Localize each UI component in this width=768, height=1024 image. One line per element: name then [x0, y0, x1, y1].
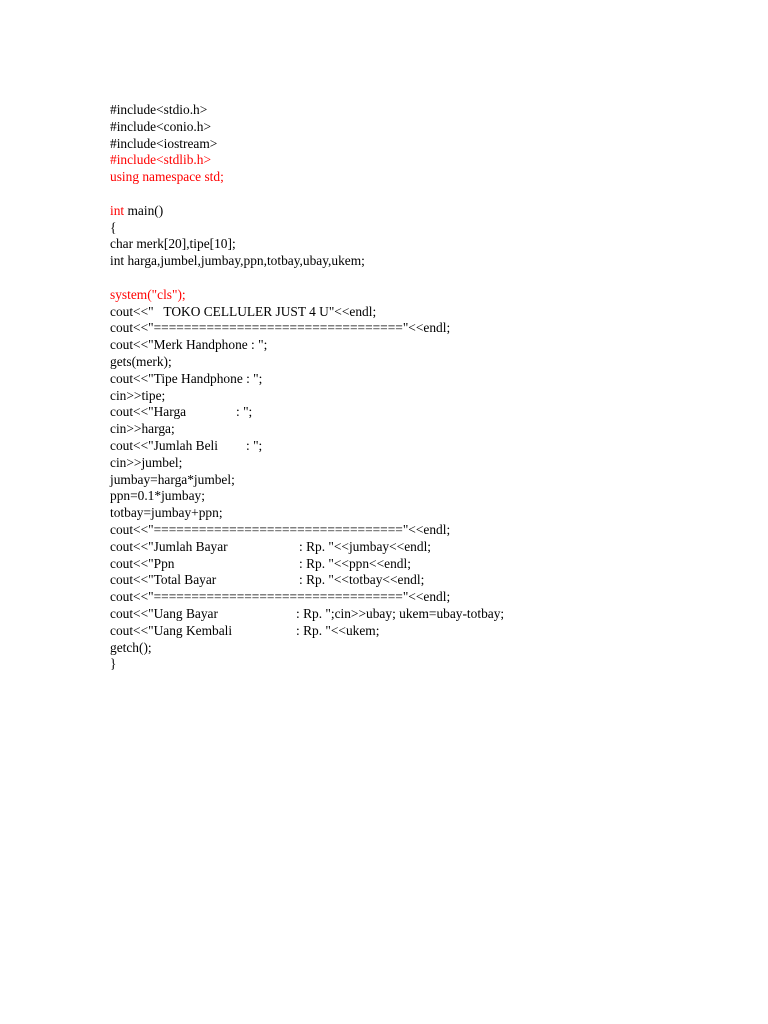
code-segment: cout<<"Harga — [110, 404, 187, 420]
code-line: cin>>jumbel; — [110, 454, 183, 470]
code-line — [110, 606, 710, 623]
code-line: gets(merk); — [110, 353, 172, 369]
code-line: cout<<" TOKO CELLULER JUST 4 U"<<endl; — [110, 303, 377, 319]
code-line: #include<iostream> — [110, 135, 218, 151]
code-line-main — [110, 203, 710, 220]
code-segment: : Rp. ";cin>>ubay; ukem=ubay-totbay; — [296, 605, 505, 621]
code-line-highlighted: #include<stdlib.h> — [110, 152, 212, 168]
blank-line — [110, 270, 710, 287]
code-segment: : Rp. "<<ppn<<endl; — [299, 555, 411, 571]
code-segment: cout<<"Jumlah Beli — [110, 437, 218, 453]
main-signature: main() — [124, 202, 164, 218]
code-line — [110, 556, 710, 573]
keyword-int: int — [110, 202, 125, 218]
code-line-highlighted: using namespace std; — [110, 169, 224, 185]
code-line — [110, 438, 710, 455]
code-line — [110, 572, 710, 589]
code-segment: cout<<"Jumlah Bayar — [110, 538, 228, 554]
code-line: getch(); — [110, 639, 152, 655]
code-line — [110, 623, 710, 640]
code-segment: : "; — [236, 404, 253, 420]
code-segment: cout<<"Uang Kembali — [110, 622, 233, 638]
blank-line — [110, 186, 710, 203]
code-line: #include<conio.h> — [110, 118, 212, 134]
code-line: cin>>harga; — [110, 421, 175, 437]
code-segment: cout<<"Uang Bayar — [110, 605, 218, 621]
source-code-block — [110, 102, 710, 673]
code-segment: : Rp. "<<ukem; — [296, 622, 380, 638]
code-line-separator: cout<<"================================="<<endl; — [110, 589, 451, 605]
code-line: totbay=jumbay+ppn; — [110, 505, 223, 521]
code-segment: : Rp. "<<totbay<<endl; — [299, 572, 425, 588]
code-segment: : Rp. "<<jumbay<<endl; — [299, 538, 432, 554]
code-line — [110, 539, 710, 556]
code-line: ppn=0.1*jumbay; — [110, 488, 205, 504]
code-line: cout<<"Merk Handphone : "; — [110, 337, 268, 353]
code-line: } — [110, 656, 117, 672]
code-line: cout<<"Tipe Handphone : "; — [110, 370, 263, 386]
code-line-separator: cout<<"================================="<<endl; — [110, 521, 451, 537]
code-line: #include<stdio.h> — [110, 102, 208, 117]
code-segment: : "; — [246, 437, 263, 453]
code-line-highlighted: system("cls"); — [110, 286, 186, 302]
code-line — [110, 404, 710, 421]
code-segment: cout<<"Total Bayar — [110, 572, 217, 588]
code-line: cin>>tipe; — [110, 387, 166, 403]
code-line-separator: cout<<"================================="<<endl; — [110, 320, 451, 336]
code-segment: cout<<"Ppn — [110, 555, 175, 571]
code-line: int harga,jumbel,jumbay,ppn,totbay,ubay,ukem; — [110, 253, 365, 269]
code-line: char merk[20],tipe[10]; — [110, 236, 236, 252]
code-line: { — [110, 219, 117, 235]
code-line: jumbay=harga*jumbel; — [110, 471, 235, 487]
